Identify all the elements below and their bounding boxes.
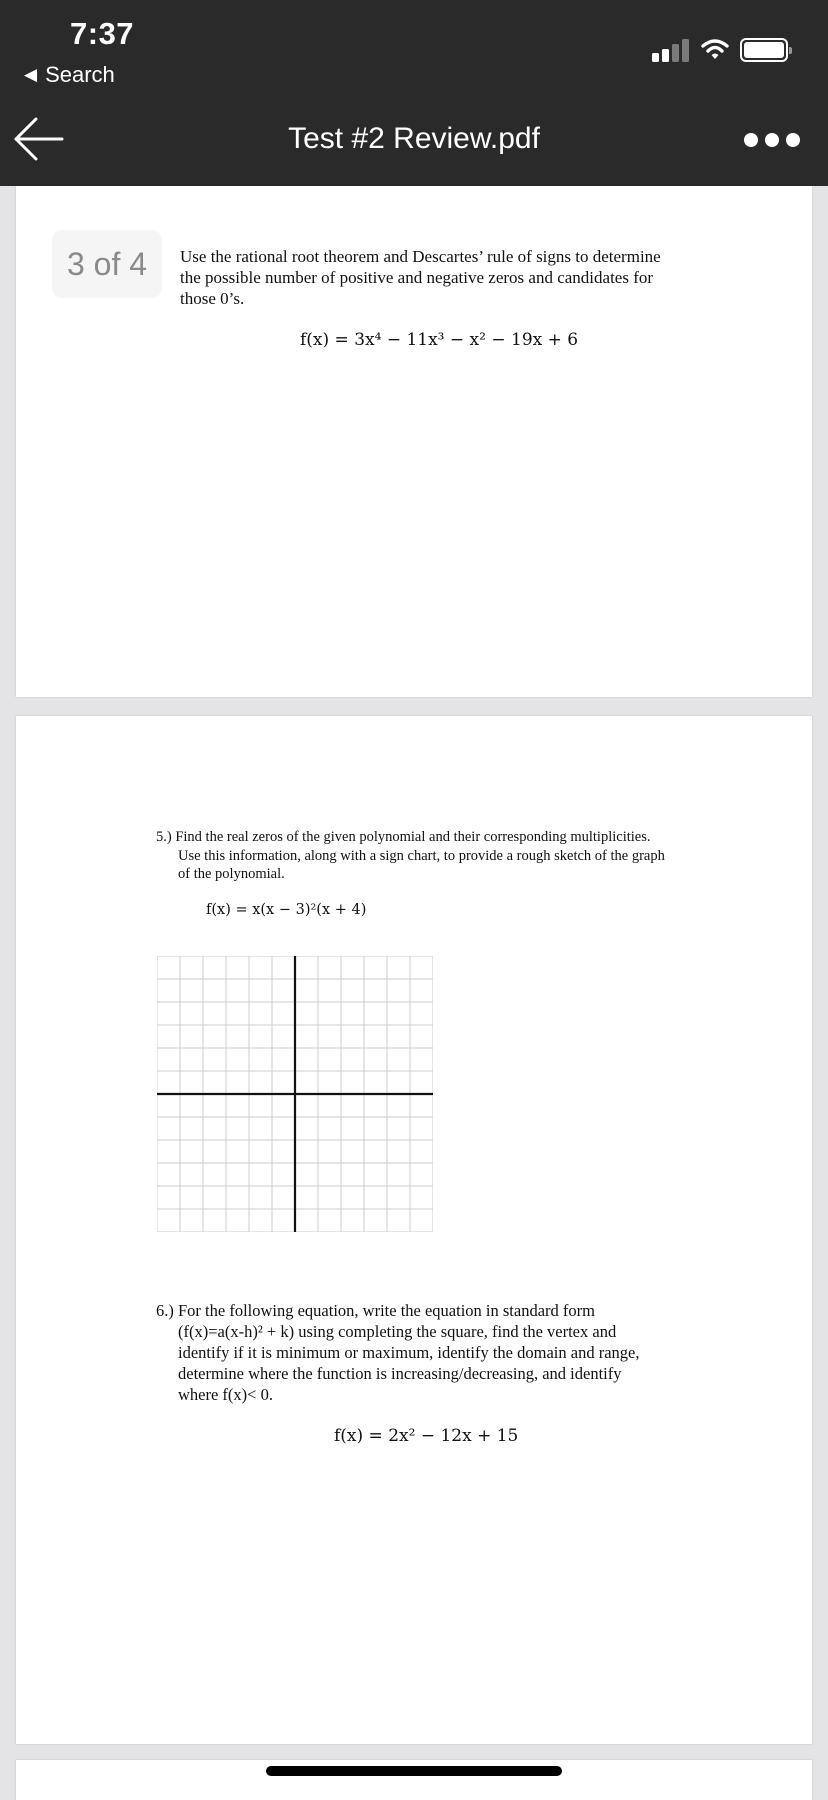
- question-6-line: (f(x)=a(x-h)² + k) using completing the square, find the vertex and: [178, 1322, 617, 1341]
- graph-grid: [157, 956, 433, 1232]
- page-indicator: 3 of 4: [52, 230, 162, 298]
- question-5-line: 5.) Find the real zeros of the given polynomial and their corresponding multiplicities.: [156, 829, 651, 845]
- question-4-line: the possible number of positive and negative zeros and candidates for: [180, 268, 654, 287]
- question-4-text: [180, 246, 740, 309]
- status-time: 7:37: [70, 16, 135, 51]
- question-4-formula: f(x) = 3x⁴ − 11x³ − x² − 19x + 6: [300, 330, 579, 350]
- question-6-line: 6.) For the following equation, write the equation in standard form: [156, 1301, 595, 1320]
- back-triangle-icon: ◀: [24, 65, 38, 84]
- question-4-line: Use the rational root theorem and Descartes’ rule of signs to determine: [180, 247, 661, 266]
- battery-icon: [740, 38, 788, 62]
- back-to-search-link[interactable]: [24, 62, 115, 88]
- question-6-line: identify if it is minimum or maximum, identify the domain and range,: [178, 1343, 640, 1362]
- question-5-line: of the polynomial.: [178, 866, 285, 882]
- more-dot-icon: [744, 133, 758, 147]
- question-5-text: [156, 828, 756, 884]
- cellular-signal-icon: [652, 38, 692, 62]
- home-indicator[interactable]: [266, 1766, 562, 1776]
- top-bar: [0, 0, 828, 186]
- more-options-button[interactable]: [744, 128, 800, 152]
- pdf-page-3: [16, 186, 812, 697]
- pdf-page-4: [16, 716, 812, 1744]
- wifi-icon: [701, 38, 729, 60]
- question-5-formula: f(x) = x(x − 3)²(x + 4): [206, 902, 367, 918]
- question-6-text: [156, 1300, 756, 1405]
- question-6-line: determine where the function is increasing/decreasing, and identify: [178, 1364, 622, 1383]
- question-4-line: those 0’s.: [180, 289, 245, 308]
- more-dot-icon: [786, 133, 800, 147]
- more-dot-icon: [765, 133, 779, 147]
- document-title: Test #2 Review.pdf: [288, 122, 540, 155]
- back-to-search-label: Search: [45, 62, 115, 87]
- question-6-formula: f(x) = 2x² − 12x + 15: [334, 1426, 519, 1446]
- question-5-line: Use this information, along with a sign chart, to provide a rough sketch of the graph: [178, 847, 665, 864]
- question-6-line: where f(x)< 0.: [178, 1385, 273, 1404]
